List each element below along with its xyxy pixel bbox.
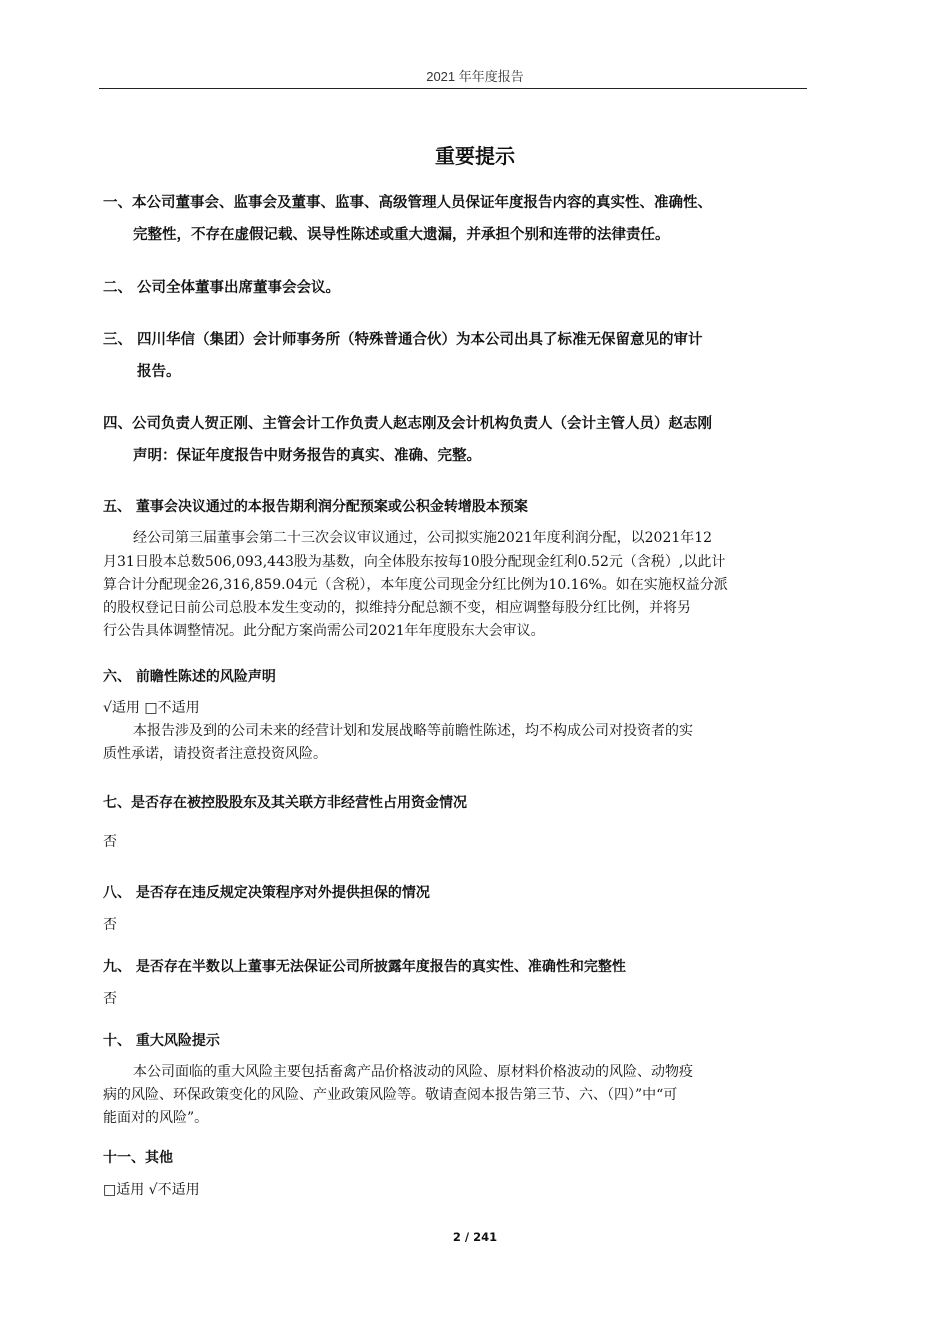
- section-ten-body-line: 能面对的风险”。: [103, 1110, 209, 1126]
- section-five-body-line: 经公司第三届董事会第二十三次会议审议通过，公司拟实施2021年度利润分配，以2021年12: [133, 530, 713, 546]
- item-two: 二、 公司全体董事出席董事会会议。: [103, 280, 341, 296]
- item-three-line2: 报告。: [137, 364, 181, 380]
- section-eleven-heading: 十一、其他: [103, 1150, 173, 1166]
- section-six-heading: 六、 前瞻性陈述的风险声明: [103, 669, 276, 685]
- item-four-line2: 声明：保证年度报告中财务报告的真实、准确、完整。: [133, 448, 481, 464]
- section-six-applicability: √适用 □不适用: [103, 700, 200, 716]
- section-eight-answer: 否: [103, 917, 117, 933]
- section-five-body-line: 的股权登记日前公司总股本发生变动的，拟维持分配总额不变，相应调整每股分红比例，并将另: [103, 600, 691, 616]
- section-nine-heading: 九、 是否存在半数以上董事无法保证公司所披露年度报告的真实性、准确性和完整性: [103, 959, 626, 975]
- section-ten-heading: 十、 重大风险提示: [103, 1033, 220, 1049]
- section-five-body-line: 算合计分配现金26,316,859.04元（含税），本年度公司现金分红比例为10.16%。如在实施权益分派: [103, 577, 728, 593]
- header-divider: [99, 88, 807, 89]
- item-one-line2: 完整性，不存在虚假记载、误导性陈述或重大遗漏，并承担个别和连带的法律责任。: [133, 227, 670, 243]
- section-six-body-line: 本报告涉及到的公司未来的经营计划和发展战略等前瞻性陈述，均不构成公司对投资者的实: [133, 723, 693, 739]
- section-five-body-line: 月31日股本总数506,093,443股为基数，向全体股东按每10股分配现金红利0.52元（含税）,以此计: [103, 554, 726, 570]
- page-number: 2 / 241: [452, 1230, 498, 1244]
- section-six-body-line: 质性承诺，请投资者注意投资风险。: [103, 746, 327, 762]
- item-one-line1: 一、本公司董事会、监事会及董事、监事、高级管理人员保证年度报告内容的真实性、准确性、: [103, 195, 712, 211]
- section-five-heading: 五、 董事会决议通过的本报告期利润分配预案或公积金转增股本预案: [103, 499, 528, 515]
- item-three-line1: 三、 四川华信（集团）会计师事务所（特殊普通合伙）为本公司出具了标准无保留意见的审计: [103, 332, 703, 348]
- page-header-title: 2021 年年度报告: [426, 69, 524, 84]
- section-seven-answer: 否: [103, 834, 117, 850]
- section-seven-heading: 七、是否存在被控股股东及其关联方非经营性占用资金情况: [103, 795, 467, 811]
- section-nine-answer: 否: [103, 991, 117, 1007]
- section-five-body-line: 行公告具体调整情况。此分配方案尚需公司2021年年度股东大会审议。: [103, 623, 545, 639]
- section-ten-body-line: 本公司面临的重大风险主要包括畜禽产品价格波动的风险、原材料价格波动的风险、动物疫: [133, 1064, 693, 1080]
- section-eleven-applicability: □适用 √不适用: [103, 1182, 200, 1198]
- page-title: 重要提示: [435, 144, 515, 168]
- section-eight-heading: 八、 是否存在违反规定决策程序对外提供担保的情况: [103, 885, 430, 901]
- item-four-line1: 四、公司负责人贺正刚、主管会计工作负责人赵志刚及会计机构负责人（会计主管人员）赵志刚: [103, 416, 712, 432]
- section-ten-body-line: 病的风险、环保政策变化的风险、产业政策风险等。敬请查阅本报告第三节、六、（四）”中“可: [103, 1087, 678, 1103]
